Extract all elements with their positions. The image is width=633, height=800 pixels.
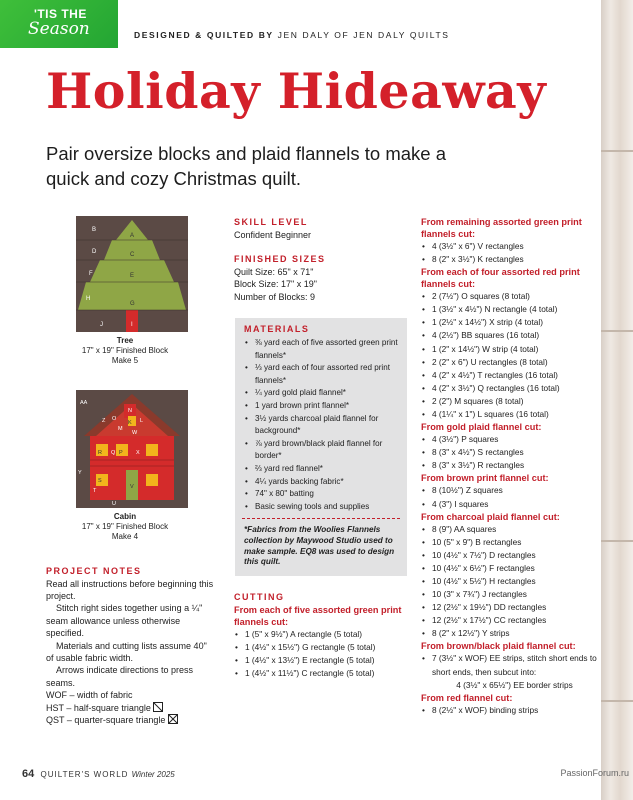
note-paragraph: Arrows indicate directions to press seams. <box>46 665 194 688</box>
cutting-item: • 10 (4½" x 6½") F rectangles <box>421 562 597 575</box>
cutting-item: • 8 (2½" x WOF) binding strips <box>421 704 597 717</box>
cabin-caption-make: Make 4 <box>111 532 139 541</box>
cutting-item: • 4 (2½") BB squares (16 total) <box>421 329 597 342</box>
byline-label: DESIGNED & QUILTED BY <box>134 30 274 40</box>
cabin-label-k: K <box>128 420 132 426</box>
season-tab-line2: Season <box>28 19 90 39</box>
cutting-item: • 4 (2" x 3½") Q rectangles (16 total) <box>421 382 597 395</box>
tree-block-figure <box>60 216 190 366</box>
cabin-block-diagram <box>76 390 188 508</box>
cabin-label-m: M <box>118 426 123 432</box>
materials-item: • ⅔ yard red flannel* <box>244 463 398 476</box>
materials-item: • 74" x 80" batting <box>244 488 398 501</box>
cabin-block-figure <box>60 390 190 542</box>
tree-label-j: J <box>100 322 103 328</box>
finished-block: Block Size: 17" x 19" <box>234 279 317 290</box>
finished-heading: FINISHED SIZES <box>234 254 326 265</box>
cabin-label-u: U <box>112 501 116 507</box>
materials-item: • Basic sewing tools and supplies <box>244 501 398 514</box>
cutting-subcut-line: 4 (3½" x 65½") EE border strips <box>456 679 573 690</box>
cutting-list-gold <box>421 433 597 472</box>
materials-note: *Fabrics from the Woolies Flannels collection by Maywood Studio used to make sample. EQ8 was used to design this quilt. <box>244 525 395 567</box>
tree-label-a: A <box>130 233 135 239</box>
cutting-item: • 8 (2" x 12½") Y strips <box>421 627 597 640</box>
materials-box <box>235 318 407 576</box>
cabin-label-q: Q <box>111 450 116 456</box>
cabin-label-p: P <box>119 450 123 456</box>
wood-background-strip <box>601 0 633 800</box>
cutting-list-green-remaining <box>421 240 597 266</box>
season-tab <box>0 0 118 48</box>
page-subtitle: Pair oversize blocks and plaid flannels to make a quick and cozy Christmas quilt. <box>46 143 447 189</box>
tree-block-diagram <box>76 216 188 332</box>
season-tab-line1: 'TIS THE <box>34 7 87 21</box>
cutting-item: • 12 (2½" x 19½") DD rectangles <box>421 601 597 614</box>
watermark: PassionForum.ru <box>560 768 629 778</box>
qst-icon <box>168 714 178 724</box>
cutting-item: • 4 (1¼" x 1") L squares (16 total) <box>421 408 597 421</box>
tree-label-b: B <box>92 227 97 233</box>
cutting-item: • 1 (5" x 9½") A rectangle (5 total) <box>234 628 412 641</box>
cabin-label-w: W <box>132 430 138 436</box>
cutting-item: • 8 (3" x 3½") R rectangles <box>421 459 597 472</box>
materials-list <box>244 337 398 513</box>
issue-label: Winter 2025 <box>131 770 175 779</box>
project-notes <box>46 565 214 726</box>
cutting-item: • 8 (2" x 3½") K rectangles <box>421 253 597 266</box>
cutting-item: • 1 (4½" x 13½") E rectangle (5 total) <box>234 654 412 667</box>
cabin-label-r: R <box>98 450 102 456</box>
cutting-section <box>234 591 412 680</box>
materials-item: • 4¼ yards backing fabric* <box>244 476 398 489</box>
cabin-caption-size: 17" x 19" Finished Block <box>81 522 169 531</box>
tree-label-f: F <box>89 271 93 277</box>
tree-caption-title: Tree <box>116 336 134 345</box>
materials-item: • ⅓ yard each of four assorted red print flannels* <box>244 362 398 387</box>
cutting-item: • 1 (3½" x 4½") N rectangle (4 total) <box>421 303 597 316</box>
cutting-item: • 1 (2" x 14½") W strip (4 total) <box>421 343 597 356</box>
cutting-list-red-flannel <box>421 704 597 717</box>
cutting-item: • 1 (4½" x 11½") C rectangle (5 total) <box>234 667 412 680</box>
cutting-item: • 4 (2" x 4½") T rectangles (16 total) <box>421 369 597 382</box>
cutting-heading: CUTTING <box>234 592 285 602</box>
cutting-continued <box>421 216 597 717</box>
cabin-label-s: S <box>98 478 102 484</box>
cabin-label-y: Y <box>78 470 82 476</box>
cutting-sub-charcoal: From charcoal plaid flannel cut: <box>421 511 560 522</box>
cabin-label-t: T <box>93 488 97 494</box>
cutting-item: • 7 (3½" x WOF) EE strips, stitch short ends to short ends, then subcut into: <box>421 652 597 678</box>
cutting-item: • 8 (3" x 4½") S rectangles <box>421 446 597 459</box>
cutting-list-green5 <box>234 628 412 680</box>
cabin-label-l: L <box>140 418 144 424</box>
skill-value: Confident Beginner <box>234 229 312 240</box>
cabin-label-n: N <box>128 408 132 414</box>
abbr-wof: WOF – width of fabric <box>46 690 133 701</box>
cutting-item: • 8 (10½") Z squares <box>421 484 597 497</box>
cabin-label-v: V <box>130 484 134 490</box>
materials-heading: MATERIALS <box>244 324 310 334</box>
materials-item: • 1 yard brown print flannel* <box>244 400 398 413</box>
cabin-label-x: X <box>136 450 140 456</box>
cutting-item: • 12 (2½" x 17½") CC rectangles <box>421 614 597 627</box>
cutting-item: • 10 (4½" x 7½") D rectangles <box>421 549 597 562</box>
tree-label-e: E <box>130 273 135 279</box>
tree-caption-size: 17" x 19" Finished Block <box>81 346 169 355</box>
tree-label-c: C <box>130 252 135 258</box>
materials-item: • ¼ yard gold plaid flannel* <box>244 387 398 400</box>
tree-label-d: D <box>92 249 97 255</box>
page-number: 64 <box>22 768 35 780</box>
cutting-sub-green5: From each of five assorted green print flannels cut: <box>234 604 402 627</box>
cutting-sub-gold: From gold plaid flannel cut: <box>421 422 542 433</box>
cutting-item: • 10 (5" x 9") B rectangles <box>421 536 597 549</box>
note-paragraph: Materials and cutting lists assume 40" of usable fabric width. <box>46 640 207 664</box>
cutting-sub-green-remaining: From remaining assorted green print flannels cut: <box>421 217 582 239</box>
project-notes-heading: PROJECT NOTES <box>46 566 142 576</box>
byline <box>134 30 450 40</box>
cutting-sub-brown: From brown print flannel cut: <box>421 473 549 484</box>
magazine-name: QUILTER'S WORLD <box>40 770 129 779</box>
abbr-hst: HST – half-square triangle <box>46 702 214 714</box>
cutting-item: • 2 (7½") O squares (8 total) <box>421 290 597 303</box>
hst-icon <box>153 702 163 712</box>
cabin-label-z: Z <box>102 418 106 424</box>
materials-item: • ⅞ yard brown/black plaid flannel for border* <box>244 438 398 463</box>
cabin-label-o: O <box>112 416 117 422</box>
cutting-item: • 2 (2") M squares (8 total) <box>421 395 597 408</box>
skill-and-sizes <box>234 216 412 304</box>
cabin-caption-title: Cabin <box>113 512 137 521</box>
finished-quilt: Quilt Size: 65" x 71" <box>234 266 314 277</box>
cutting-item: • 4 (3½" x 6") V rectangles <box>421 240 597 253</box>
cutting-item: • 4 (3") I squares <box>421 498 597 511</box>
tree-label-i: I <box>131 322 133 328</box>
skill-heading: SKILL LEVEL <box>234 217 308 227</box>
cutting-list-brown <box>421 484 597 510</box>
tree-caption-make: Make 5 <box>111 356 139 365</box>
cutting-item: • 2 (2" x 6") U rectangles (8 total) <box>421 356 597 369</box>
tree-label-h: H <box>86 296 91 302</box>
cutting-item: • 1 (4½" x 15½") G rectangle (5 total) <box>234 641 412 654</box>
cutting-item: • 1 (2½" x 14½") X strip (4 total) <box>421 316 597 329</box>
page-title: Holiday Hideaway <box>46 62 547 120</box>
note-paragraph: Read all instructions before beginning this project. <box>46 578 214 601</box>
cutting-sub-red-print: From each of four assorted red print flannels cut: <box>421 267 580 290</box>
materials-item: • 3½ yards charcoal plaid flannel for background* <box>244 413 398 438</box>
cutting-list-brown-black <box>421 652 597 678</box>
cabin-label-aa: AA <box>80 400 88 406</box>
cutting-sub-red-flannel: From red flannel cut: <box>421 692 513 703</box>
cutting-list-charcoal <box>421 523 597 641</box>
cutting-list-red-print <box>421 290 597 421</box>
cutting-sub-brown-black: From brown/black plaid flannel cut: <box>421 641 576 652</box>
materials-item: • ⅜ yard each of five assorted green print flannels* <box>244 337 398 362</box>
abbr-qst: QST – quarter-square triangle <box>46 714 214 726</box>
cutting-item: • 4 (3½") P squares <box>421 433 597 446</box>
byline-name: JEN DALY OF JEN DALY QUILTS <box>277 30 450 40</box>
note-paragraph: Stitch right sides together using a ¼" seam allowance unless otherwise specified. <box>46 603 203 639</box>
cutting-item: • 10 (4½" x 5½") H rectangles <box>421 575 597 588</box>
materials-divider <box>242 518 400 519</box>
finished-count: Number of Blocks: 9 <box>234 291 316 302</box>
page-footer <box>22 768 175 780</box>
cutting-item: • 8 (9") AA squares <box>421 523 597 536</box>
cutting-item: • 10 (3" x 7¾") J rectangles <box>421 588 597 601</box>
tree-label-g: G <box>130 301 135 307</box>
